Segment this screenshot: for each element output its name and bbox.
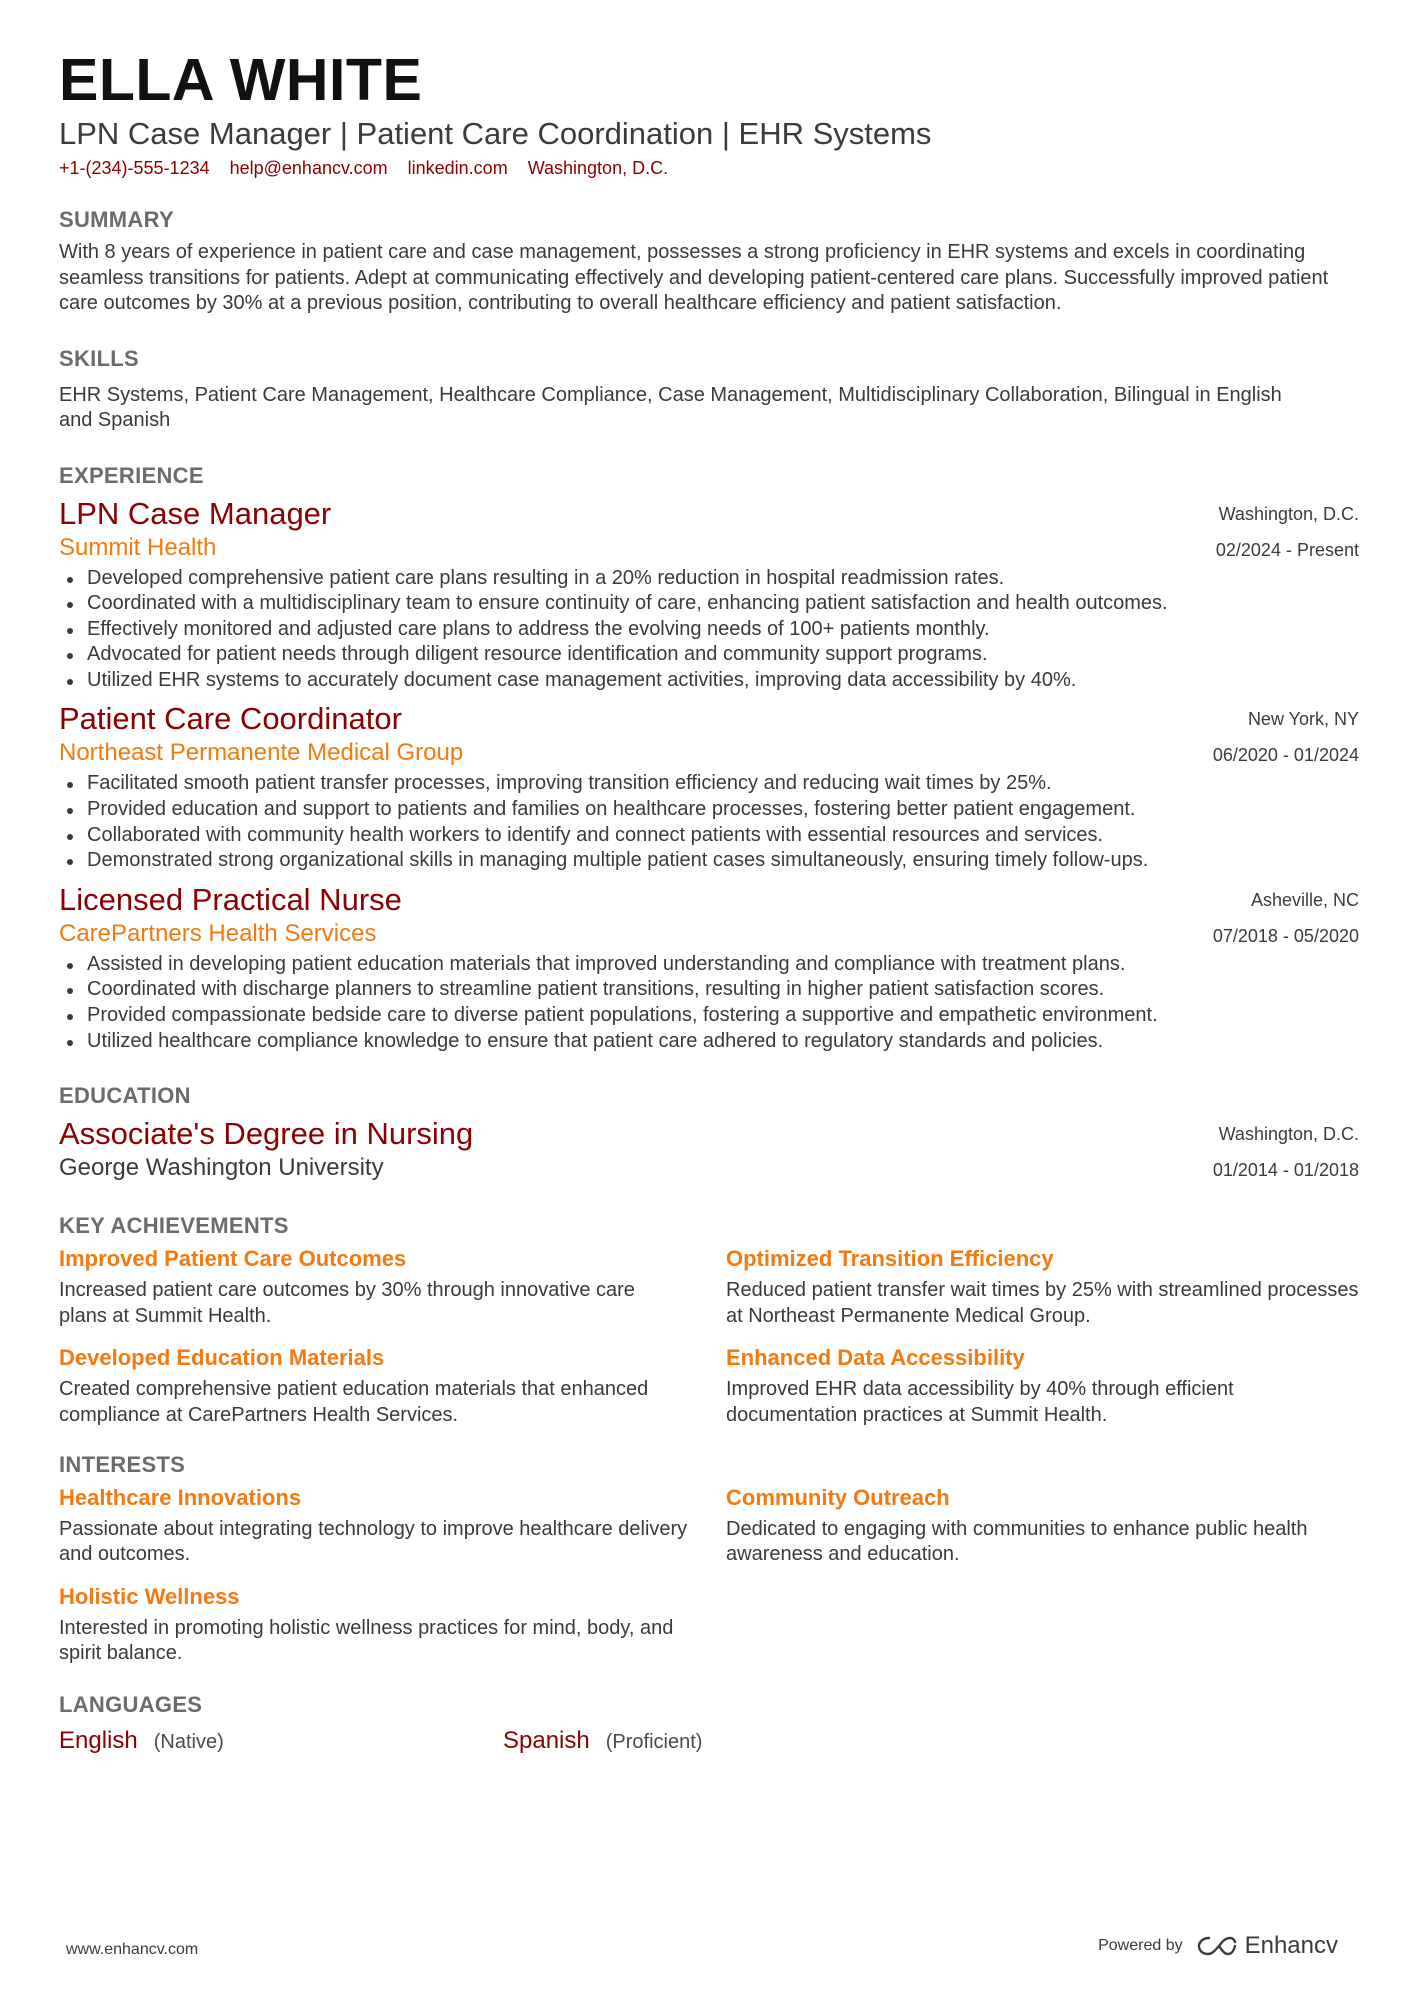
contact-row bbox=[59, 156, 1359, 180]
enhancv-logo-icon bbox=[1197, 1935, 1237, 1957]
education-school: George Washington University bbox=[59, 1154, 384, 1182]
contact-phone[interactable]: +1-(234)-555-1234 bbox=[59, 158, 210, 178]
section-title: SKILLS bbox=[59, 345, 140, 371]
section-title: LANGUAGES bbox=[59, 1691, 203, 1717]
interests-section bbox=[59, 1451, 1359, 1667]
section-title: SUMMARY bbox=[59, 207, 174, 232]
education-section bbox=[59, 1082, 1359, 1184]
job-bullets bbox=[59, 771, 1359, 873]
contact-linkedin[interactable]: linkedin.com bbox=[407, 158, 508, 178]
skills-section bbox=[59, 345, 1359, 434]
achievement-card bbox=[59, 1244, 679, 1329]
job-bullets bbox=[59, 566, 1359, 694]
languages-row bbox=[59, 1727, 1359, 1755]
language-level: (Proficient) bbox=[605, 1730, 703, 1753]
list-item: Assisted in developing patient education materials that improved understanding and compliance with treatment plans. bbox=[59, 952, 1359, 978]
resume-header bbox=[59, 48, 1359, 180]
job-header bbox=[59, 882, 1359, 950]
list-item: Utilized EHR systems to accurately document case management activities, improving data accessibility by 40%. bbox=[59, 668, 1359, 694]
interest-title: Healthcare Innovations bbox=[59, 1484, 302, 1510]
list-item: Coordinated with discharge planners to streamline patient transitions, resulting in higher patient satisfaction scores. bbox=[59, 977, 1359, 1003]
job-dates: 07/2018 - 05/2020 bbox=[1212, 925, 1359, 946]
education-dates: 01/2014 - 01/2018 bbox=[1212, 1160, 1359, 1181]
summary-text: With 8 years of experience in patient care and case management, possesses a strong proficiency in EHR systems and excels in coordinating seamless transitions for patients. Adept at communicating effectively and developing patient-centered care plans. Successfully improved patient care outcomes by 30% at a previous position, contributing to overall healthcare efficiency and patient satisfaction. bbox=[59, 241, 1329, 314]
list-item: Coordinated with a multidisciplinary team to ensure continuity of care, enhancing patient satisfaction and health outcomes. bbox=[59, 591, 1359, 617]
achievement-text: Increased patient care outcomes by 30% through innovative care plans at Summit Health. bbox=[59, 1279, 635, 1327]
job-meta bbox=[1213, 882, 1359, 954]
interests-grid bbox=[59, 1483, 1359, 1667]
language-item bbox=[503, 1727, 947, 1755]
language-level: (Native) bbox=[153, 1730, 224, 1753]
job-entry bbox=[59, 701, 1359, 873]
candidate-name: ELLA WHITE bbox=[59, 47, 423, 113]
education-degree: Associate's Degree in Nursing bbox=[59, 1116, 474, 1152]
achievement-card bbox=[59, 1343, 679, 1428]
interest-text: Dedicated to engaging with communities to enhance public health awareness and education. bbox=[726, 1517, 1308, 1566]
job-entry bbox=[59, 496, 1359, 694]
job-location: Asheville, NC bbox=[1250, 889, 1359, 910]
education-meta bbox=[1213, 1116, 1359, 1188]
list-item: Advocated for patient needs through diligent resource identification and community support programs. bbox=[59, 642, 1359, 668]
languages-section bbox=[59, 1691, 1359, 1755]
enhancv-logo[interactable] bbox=[1197, 1932, 1338, 1960]
experience-section bbox=[59, 462, 1359, 1055]
job-header bbox=[59, 701, 1359, 769]
language-item bbox=[59, 1727, 503, 1755]
footer-website[interactable]: www.enhancv.com bbox=[66, 1941, 199, 1958]
achievements-section bbox=[59, 1212, 1359, 1428]
list-item: Provided education and support to patients and families on healthcare processes, fostering better patient engagement. bbox=[59, 797, 1359, 823]
section-title: EXPERIENCE bbox=[59, 462, 204, 488]
powered-by-label: Powered by bbox=[1098, 1937, 1183, 1954]
achievement-title: Developed Education Materials bbox=[59, 1345, 385, 1371]
list-item: Developed comprehensive patient care plans resulting in a 20% reduction in hospital readmission rates. bbox=[59, 566, 1359, 592]
achievement-title: Improved Patient Care Outcomes bbox=[59, 1246, 407, 1272]
job-company: Summit Health bbox=[59, 533, 217, 561]
section-title: KEY ACHIEVEMENTS bbox=[59, 1213, 289, 1239]
section-title: INTERESTS bbox=[59, 1451, 186, 1477]
job-dates: 02/2024 - Present bbox=[1215, 539, 1359, 560]
job-title: Licensed Practical Nurse bbox=[59, 881, 402, 917]
contact-location: Washington, D.C. bbox=[527, 158, 669, 178]
job-company: CarePartners Health Services bbox=[59, 919, 377, 947]
job-header bbox=[59, 496, 1359, 564]
section-title: EDUCATION bbox=[59, 1083, 191, 1109]
footer-branding bbox=[1098, 1932, 1338, 1960]
job-meta bbox=[1213, 701, 1359, 773]
list-item: Demonstrated strong organizational skills in managing multiple patient cases simultaneously, ensuring timely follow-ups. bbox=[59, 848, 1359, 874]
job-title: Patient Care Coordinator bbox=[59, 701, 402, 737]
achievement-title: Enhanced Data Accessibility bbox=[726, 1345, 1025, 1371]
job-dates: 06/2020 - 01/2024 bbox=[1212, 745, 1359, 766]
list-item: Utilized healthcare compliance knowledge to ensure that patient care adhered to regulatory standards and policies. bbox=[59, 1029, 1359, 1055]
achievement-text: Reduced patient transfer wait times by 25% with streamlined processes at Northeast Permanente Medical Group. bbox=[726, 1279, 1359, 1327]
list-item: Collaborated with community health workers to identify and connect patients with essential resources and services. bbox=[59, 823, 1359, 849]
job-location: New York, NY bbox=[1247, 709, 1359, 730]
interest-title: Community Outreach bbox=[726, 1484, 950, 1510]
job-entry bbox=[59, 882, 1359, 1054]
achievement-card bbox=[726, 1244, 1359, 1329]
interest-text: Interested in promoting holistic wellness practices for mind, body, and spirit balance. bbox=[59, 1616, 674, 1665]
interest-card bbox=[726, 1483, 1359, 1568]
interest-text: Passionate about integrating technology to improve healthcare delivery and outcomes. bbox=[59, 1517, 688, 1566]
education-location: Washington, D.C. bbox=[1218, 1124, 1359, 1145]
list-item: Effectively monitored and adjusted care plans to address the evolving needs of 100+ patients monthly. bbox=[59, 617, 1359, 643]
list-item: Provided compassionate bedside care to diverse patient populations, fostering a supportive and empathetic environment. bbox=[59, 1003, 1359, 1029]
job-bullets bbox=[59, 952, 1359, 1054]
job-title: LPN Case Manager bbox=[59, 495, 332, 531]
resume-page bbox=[59, 48, 1359, 1755]
list-item: Facilitated smooth patient transfer processes, improving transition efficiency and reducing wait times by 25%. bbox=[59, 771, 1359, 797]
interest-title: Holistic Wellness bbox=[59, 1583, 240, 1609]
achievements-grid bbox=[59, 1244, 1359, 1428]
summary-section bbox=[59, 206, 1359, 317]
contact-email[interactable]: help@enhancv.com bbox=[229, 158, 388, 178]
interest-card bbox=[59, 1582, 679, 1667]
job-meta bbox=[1216, 496, 1359, 568]
achievement-card bbox=[726, 1343, 1359, 1428]
job-location: Washington, D.C. bbox=[1218, 503, 1359, 524]
interest-card bbox=[59, 1483, 699, 1568]
job-company: Northeast Permanente Medical Group bbox=[59, 739, 464, 767]
achievement-title: Optimized Transition Efficiency bbox=[726, 1246, 1054, 1272]
achievement-text: Created comprehensive patient education materials that enhanced compliance at CarePartners Health Services. bbox=[59, 1378, 649, 1426]
skills-text: EHR Systems, Patient Care Management, Healthcare Compliance, Case Management, Multidisciplinary Collaboration, Bilingual in English and Spanish bbox=[59, 383, 1282, 431]
language-name: Spanish bbox=[503, 1726, 590, 1754]
language-name: English bbox=[59, 1726, 138, 1754]
achievement-text: Improved EHR data accessibility by 40% through efficient documentation practices at Summit Health. bbox=[726, 1378, 1234, 1426]
education-entry bbox=[59, 1116, 1359, 1184]
candidate-headline: LPN Case Manager | Patient Care Coordination | EHR Systems bbox=[59, 116, 932, 151]
enhancv-logo-text: Enhancv bbox=[1244, 1932, 1338, 1959]
